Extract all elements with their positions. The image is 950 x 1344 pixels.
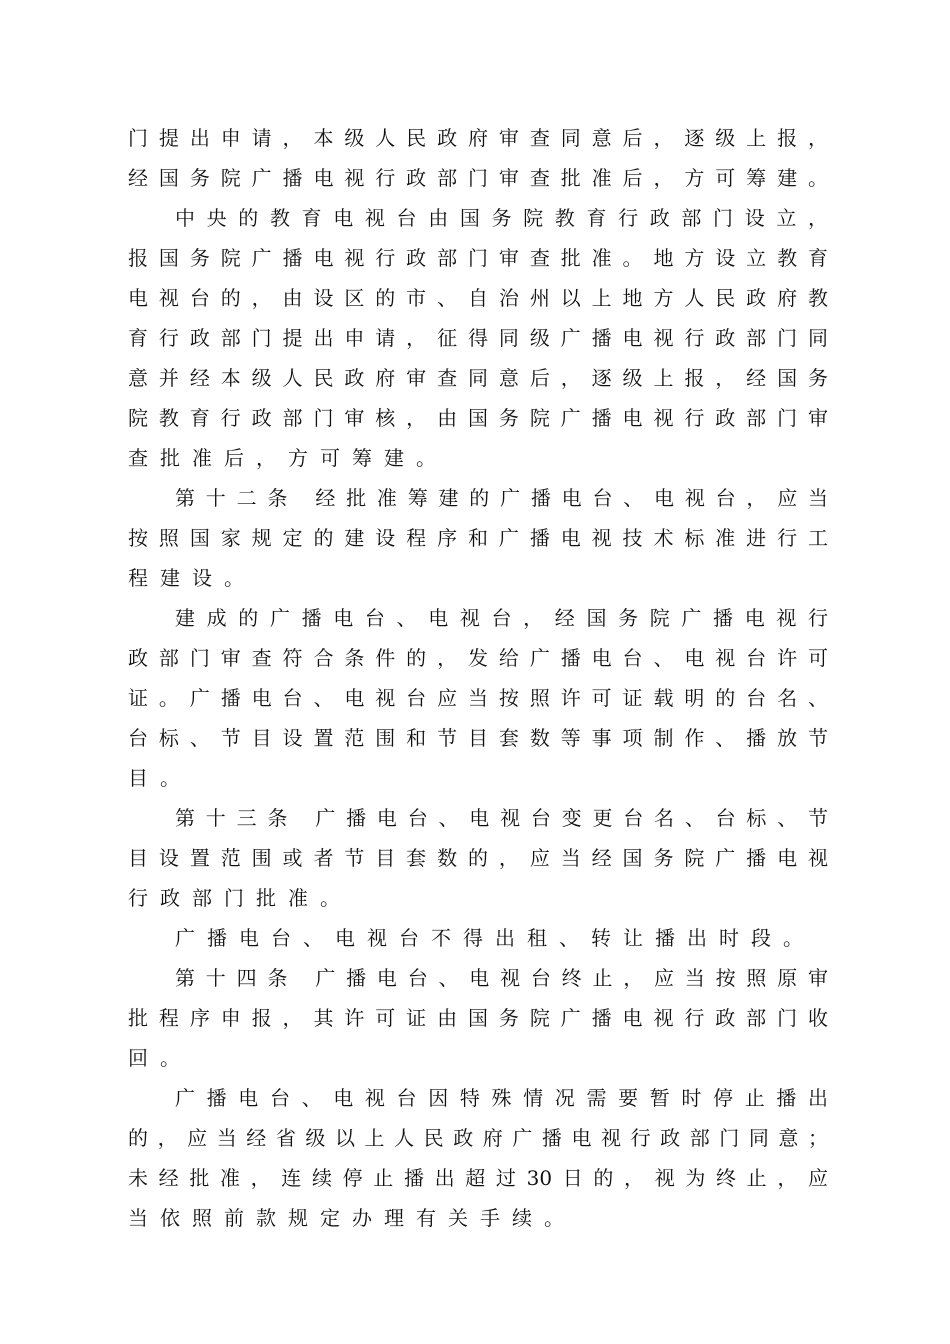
text-line: 目。 xyxy=(128,766,192,790)
text-line: 台标、节目设置范围和节目套数等事项制作、播放节 xyxy=(128,726,828,750)
text-line: 行政部门批准。 xyxy=(128,886,352,910)
text-line: 当依照前款规定办理有关手续。 xyxy=(128,1206,576,1230)
text-line: 回。 xyxy=(128,1046,192,1070)
text-line: 经国务院广播电视行政部门审查批准后，方可筹建。 xyxy=(128,166,828,190)
article-13-heading-line: 第十三条 广播电台、电视台变更台名、台标、节 xyxy=(175,806,828,830)
article-12-heading-line: 第十二条 经批准筹建的广播电台、电视台，应当 xyxy=(175,486,828,510)
text-line: 院教育行政部门审核，由国务院广播电视行政部门审 xyxy=(128,406,828,430)
paragraph-start-line: 广播电台、电视台因特殊情况需要暂时停止播出 xyxy=(175,1086,828,1110)
text-line: 的，应当经省级以上人民政府广播电视行政部门同意； xyxy=(128,1126,828,1150)
paragraph-start-line: 广播电台、电视台不得出租、转让播出时段。 xyxy=(175,926,815,950)
text-line: 未经批准，连续停止播出超过30日的，视为终止，应 xyxy=(128,1166,828,1190)
text-line: 按照国家规定的建设程序和广播电视技术标准进行工 xyxy=(128,526,828,550)
text-line: 电视台的，由设区的市、自治州以上地方人民政府教 xyxy=(128,286,828,310)
paragraph-start-line: 建成的广播电台、电视台，经国务院广播电视行 xyxy=(175,606,828,630)
text-line: 育行政部门提出申请，征得同级广播电视行政部门同 xyxy=(128,326,828,350)
text-line: 查批准后，方可筹建。 xyxy=(128,446,448,470)
article-14-heading-line: 第十四条 广播电台、电视台终止，应当按照原审 xyxy=(175,966,828,990)
text-line: 报国务院广播电视行政部门审查批准。地方设立教育 xyxy=(128,246,828,270)
text-line: 批程序申报，其许可证由国务院广播电视行政部门收 xyxy=(128,1006,828,1030)
text-line: 政部门审查符合条件的，发给广播电台、电视台许可 xyxy=(128,646,828,670)
paragraph-start-line: 中央的教育电视台由国务院教育行政部门设立， xyxy=(175,206,828,230)
text-line: 证。广播电台、电视台应当按照许可证载明的台名、 xyxy=(128,686,828,710)
text-line: 目设置范围或者节目套数的，应当经国务院广播电视 xyxy=(128,846,828,870)
text-line: 程建设。 xyxy=(128,566,256,590)
text-line: 意并经本级人民政府审查同意后，逐级上报，经国务 xyxy=(128,366,828,390)
text-line: 门提出申请，本级人民政府审查同意后，逐级上报， xyxy=(128,126,828,150)
